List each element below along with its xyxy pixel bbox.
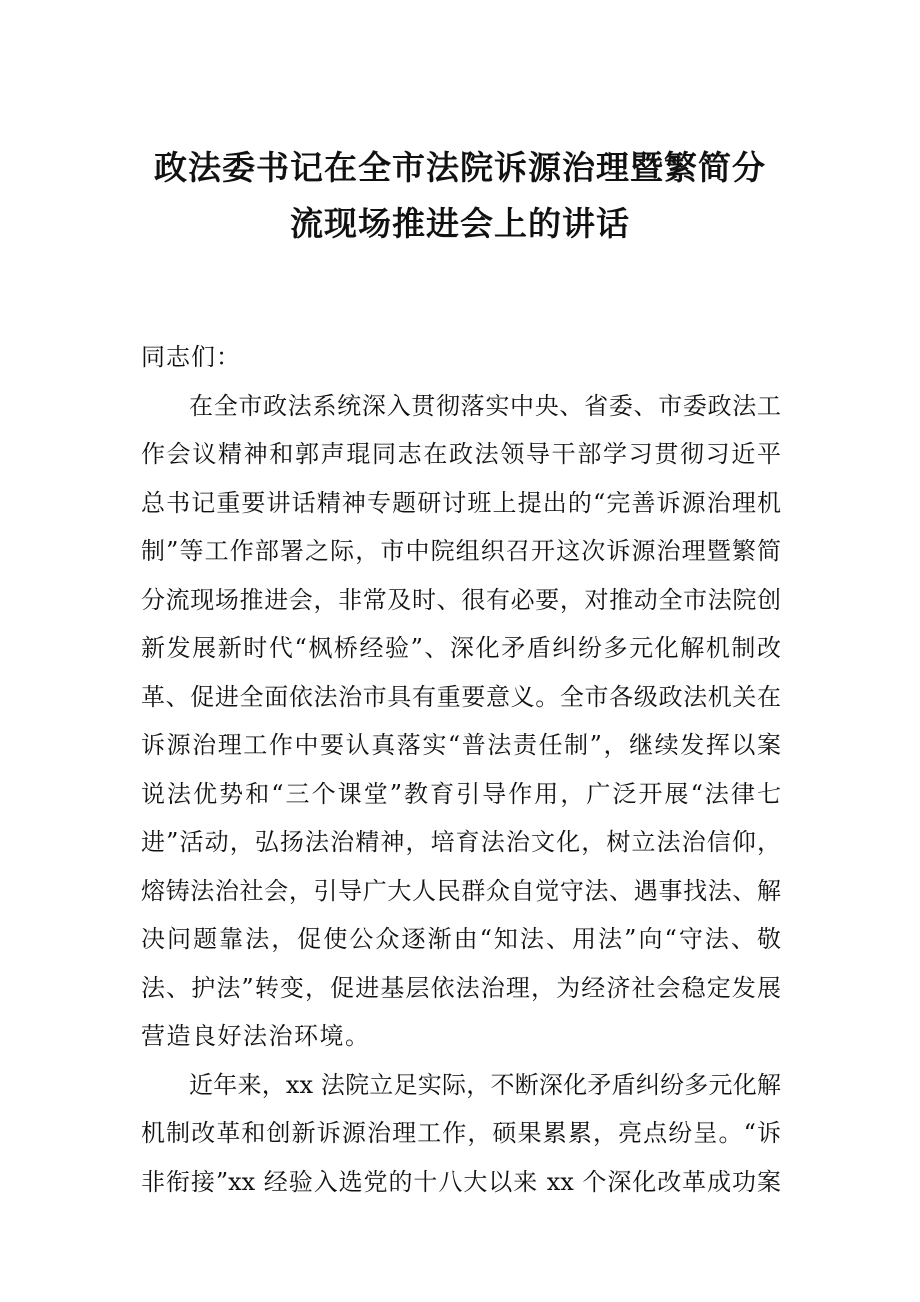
paragraph-line: 在全市政法系统深入贯彻落实中央、省委、市委政法工 bbox=[189, 391, 781, 420]
paragraph-line: 说法优势和“三个课堂”教育引导作用，广泛开展“法律七 bbox=[141, 779, 781, 808]
document-body bbox=[141, 333, 781, 1206]
title-line-1: 政法委书记在全市法院诉源治理暨繁简分 bbox=[154, 148, 766, 187]
paragraph-line: 决问题靠法，促使公众逐渐由“知法、用法”向“守法、敬 bbox=[141, 925, 781, 953]
paragraph-line: 营造良好法治环境。 bbox=[141, 1022, 371, 1050]
paragraph-line: 熔铸法治社会，引导广大人民群众自觉守法、遇事找法、解 bbox=[141, 876, 781, 905]
paragraph-line: 近年来，xx 法院立足实际，不断深化矛盾纠纷多元化解 bbox=[189, 1070, 781, 1099]
paragraph-2 bbox=[141, 1061, 781, 1207]
title-line-2: 流现场推进会上的讲话 bbox=[290, 204, 630, 243]
paragraph-line: 制”等工作部署之际，市中院组织召开这次诉源治理暨繁简 bbox=[141, 537, 781, 565]
salutation: 同志们： bbox=[141, 343, 241, 371]
document-title bbox=[140, 140, 780, 252]
paragraph-line: 诉源治理工作中要认真落实“普法责任制”，继续发挥以案 bbox=[141, 731, 781, 759]
paragraph-line: 新发展新时代“枫桥经验”、深化矛盾纠纷多元化解机制改 bbox=[141, 634, 781, 662]
paragraph-line: 法、护法”转变，促进基层依法治理，为经济社会稳定发展 bbox=[141, 973, 781, 1002]
paragraph-line: 进”活动，弘扬法治精神，培育法治文化，树立法治信仰， bbox=[141, 828, 781, 856]
paragraph-line: 革、促进全面依法治市具有重要意义。全市各级政法机关在 bbox=[141, 682, 781, 711]
paragraph-line: 非衔接”xx 经验入选党的十八大以来 xx 个深化改革成功案 bbox=[141, 1167, 781, 1196]
paragraph-line: 机制改革和创新诉源治理工作，硕果累累，亮点纷呈。“诉 bbox=[141, 1119, 781, 1147]
paragraph-line: 分流现场推进会，非常及时、很有必要，对推动全市法院创 bbox=[141, 585, 781, 614]
paragraph-line: 作会议精神和郭声琨同志在政法领导干部学习贯彻习近平 bbox=[141, 440, 781, 468]
paragraph-line: 总书记重要讲话精神专题研讨班上提出的“完善诉源治理机 bbox=[141, 488, 781, 517]
paragraph-1 bbox=[141, 382, 781, 1061]
